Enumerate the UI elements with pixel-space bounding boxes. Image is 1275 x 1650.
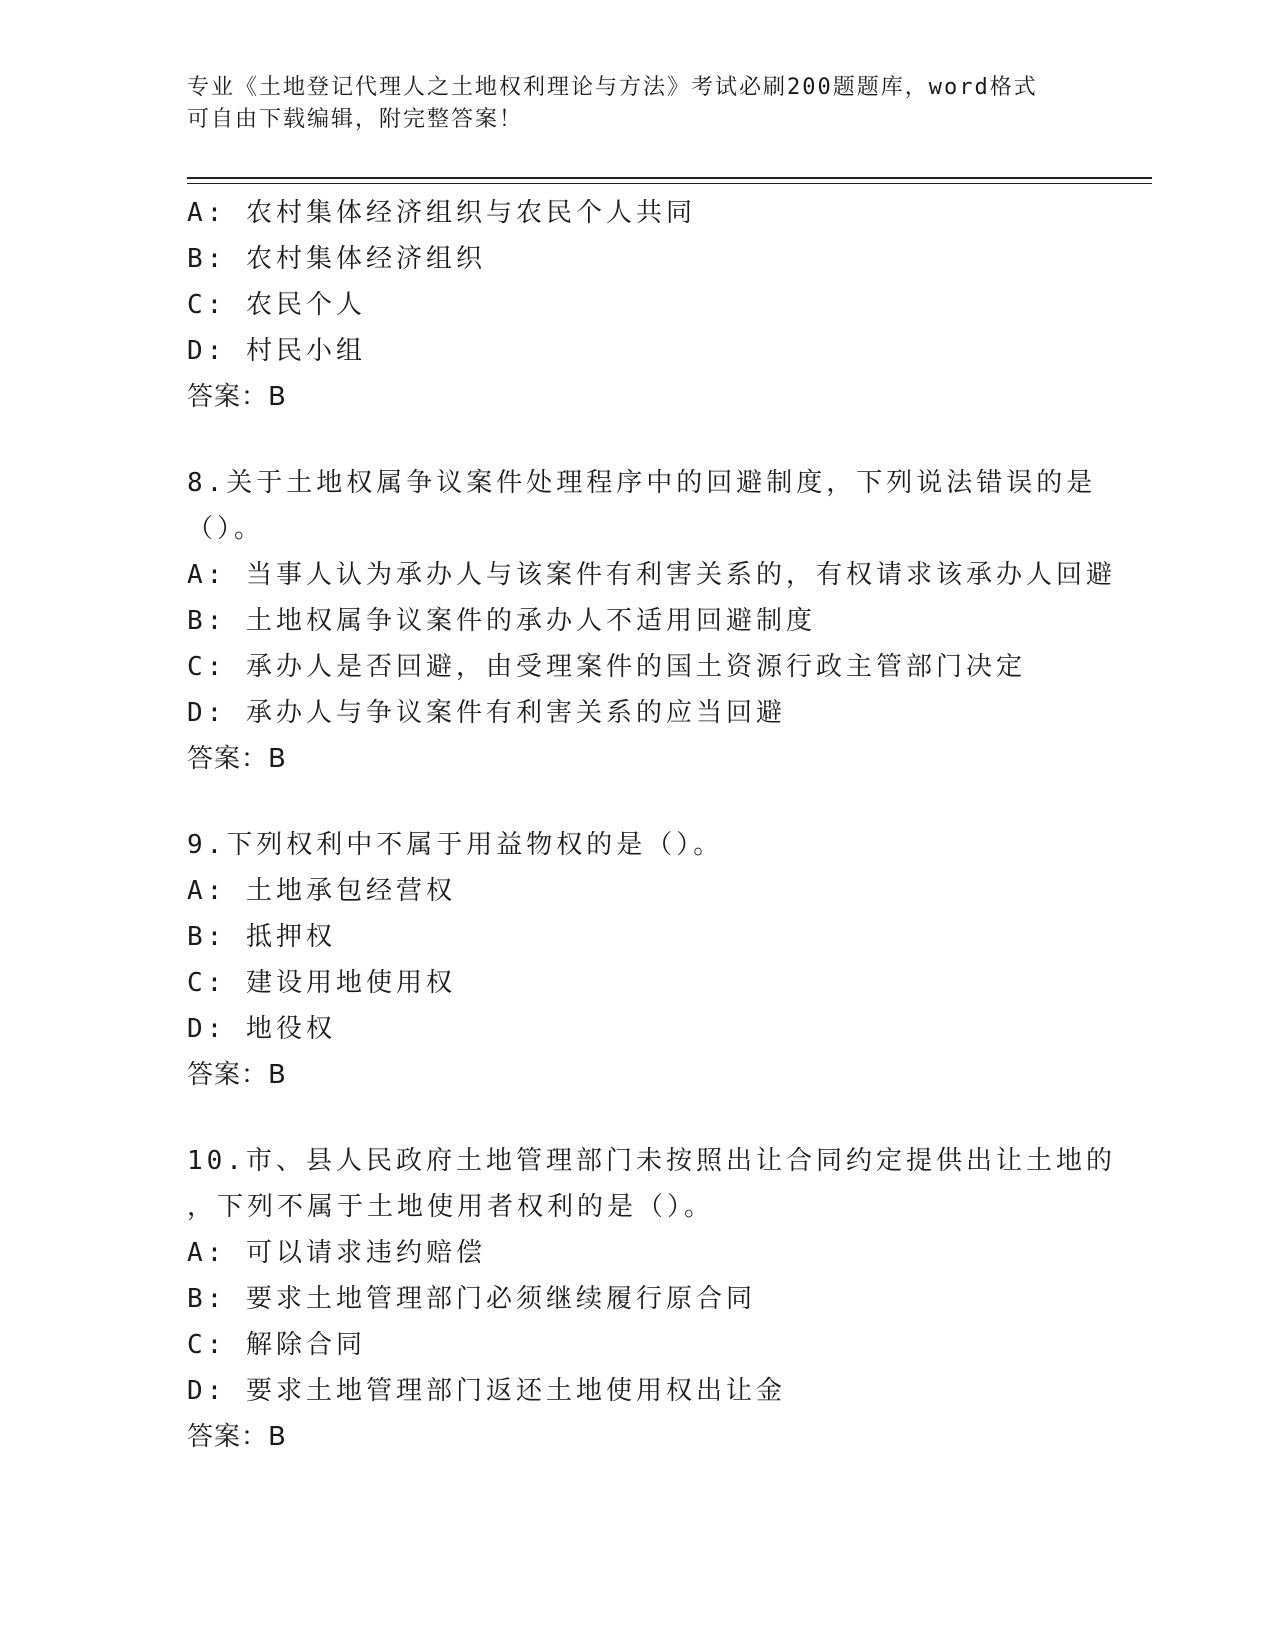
question-9: [187, 822, 1152, 1098]
document-header: [187, 72, 1087, 136]
option-d: D: 要求土地管理部门返还土地使用权出让金: [187, 1376, 786, 1406]
option-b: B: 要求土地管理部门必须继续履行原合同: [187, 1284, 756, 1314]
question-7: [187, 190, 1152, 420]
question-stem-continued: ，下列不属于土地使用者权利的是（）。: [187, 1192, 715, 1222]
option-c: C: 农民个人: [187, 290, 366, 320]
option-b: B: 农村集体经济组织: [187, 244, 486, 274]
header-rule-thick: [187, 177, 1152, 179]
option-a: A: 农村集体经济组织与农民个人共同: [187, 198, 696, 228]
option-b: B: 土地权属争议案件的承办人不适用回避制度: [187, 606, 816, 636]
answer: 答案：B: [187, 1060, 287, 1090]
question-stem: 10.市、县人民政府土地管理部门未按照出让合同约定提供出让土地的: [187, 1146, 1116, 1176]
option-a: A: 可以请求违约赔偿: [187, 1238, 486, 1268]
question-stem-continued: （）。: [187, 514, 265, 544]
answer: 答案：B: [187, 744, 287, 774]
question-10: [187, 1138, 1152, 1460]
question-8: [187, 460, 1152, 782]
option-d: D: 地役权: [187, 1014, 336, 1044]
option-c: C: 建设用地使用权: [187, 968, 456, 998]
option-b: B: 抵押权: [187, 922, 336, 952]
option-a: A: 土地承包经营权: [187, 876, 456, 906]
answer: 答案：B: [187, 382, 287, 412]
answer: 答案：B: [187, 1422, 287, 1452]
option-d: D: 村民小组: [187, 336, 366, 366]
question-stem: 9.下列权利中不属于用益物权的是（）。: [187, 830, 724, 860]
option-c: C: 解除合同: [187, 1330, 366, 1360]
option-a: A: 当事人认为承办人与该案件有利害关系的，有权请求该承办人回避: [187, 560, 1116, 590]
question-stem: 8.关于土地权属争议案件处理程序中的回避制度，下列说法错误的是: [187, 468, 1097, 498]
header-rule-thin: [187, 183, 1152, 184]
question-list: [187, 190, 1152, 1460]
option-d: D: 承办人与争议案件有利害关系的应当回避: [187, 698, 786, 728]
option-c: C: 承办人是否回避，由受理案件的国土资源行政主管部门决定: [187, 652, 1026, 682]
header-line-1: 专业《土地登记代理人之土地权利理论与方法》考试必刷200题题库，word格式: [187, 75, 1038, 100]
header-line-2: 可自由下载编辑，附完整答案！: [187, 107, 524, 132]
